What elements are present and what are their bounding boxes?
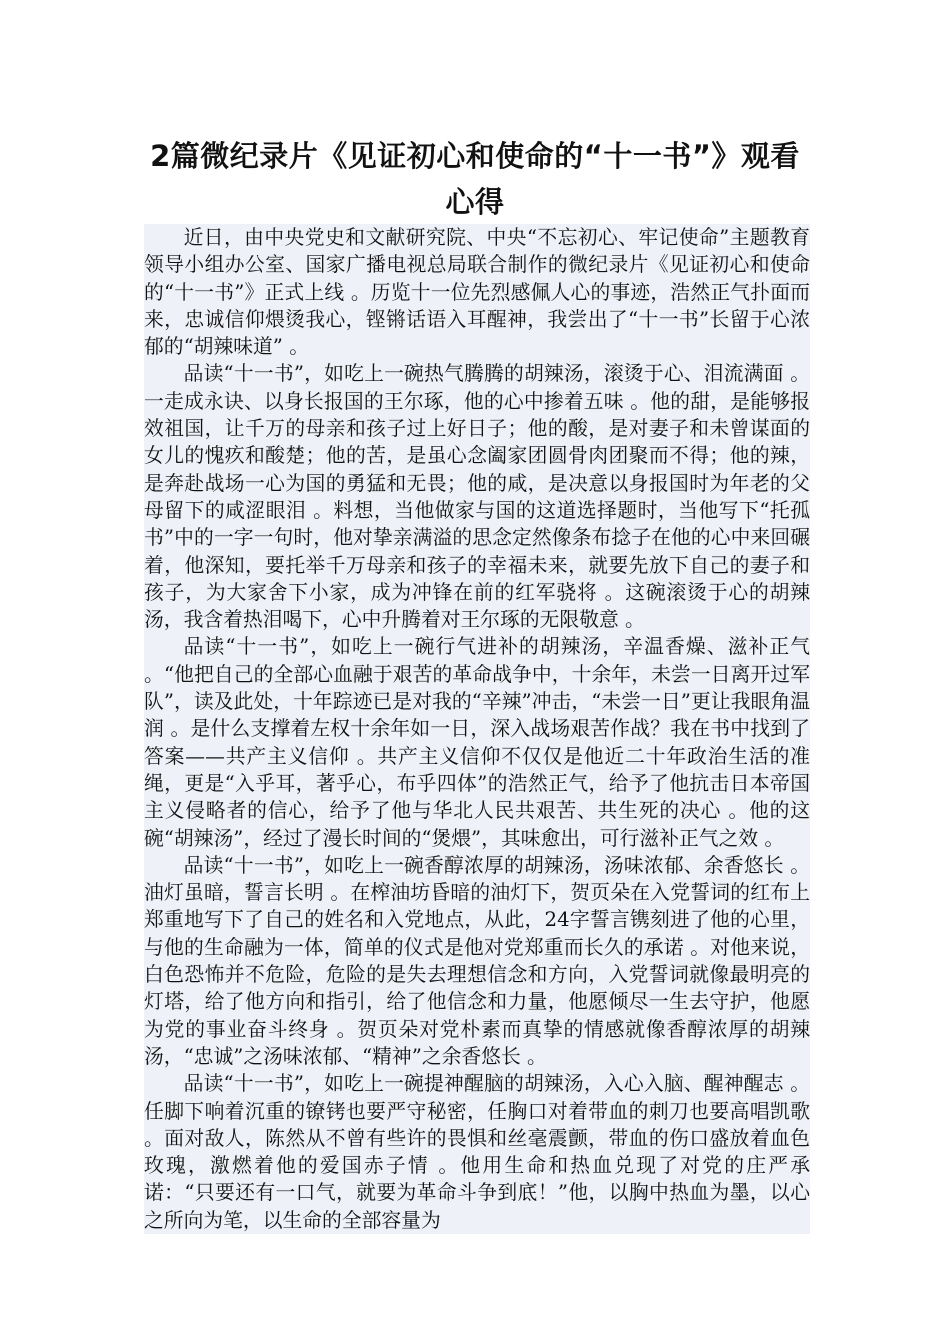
paragraph-he-yeduo: 品读“十一书”，如吃上一碗香醇浓厚的胡辣汤，汤味浓郁、余香悠长 。油灯虽暗，誓言长明 。在榨油坊昏暗的油灯下，贺页朵在入党誓词的红布上郑重地写下了自己的姓名和入党地点，从此，24字誓言镌刻进了他的心里，与他的生命融为一体，简单的仪式是他对党郑重而长久的承诺 。对他来说，白色恐怖并不危险，危险的是失去理想信念和方向，入党誓词就像最明亮的灯塔，给了他方向和指引，给了他信念和力量，他愿倾尽一生去守护，他愿为党的事业奋斗终身 。贺页朵对党朴素而真挚的情感就像香醇浓厚的胡辣汤，“忠诚”之汤味浓郁、“精神”之余香悠长 。 bbox=[144, 852, 810, 1070]
paragraph-intro: 近日，由中央党史和文献研究院、中央“不忘初心、牢记使命”主题教育领导小组办公室、国家广播电视总局联合制作的微纪录片《见证初心和使命的“十一书”》正式上线 。历览十一位先烈感佩人心的事迹，浩然正气扑面而来，忠诚信仰煨烫我心，铿锵话语入耳醒神，我尝出了“十一书”长留于心浓郁的“胡辣味道” 。 bbox=[144, 224, 810, 360]
paragraph-wang-erzhuo: 品读“十一书”，如吃上一碗热气腾腾的胡辣汤，滚烫于心、泪流满面 。一走成永诀、以身长报国的王尔琢，他的心中掺着五味 。他的甜，是能够报效祖国，让千万的母亲和孩子过上好日子；他的酸，是对妻子和未曾谋面的女儿的愧疚和酸楚；他的苦，是虽心念阖家团圆骨肉团聚而不得；他的辣，是奔赴战场一心为国的勇猛和无畏；他的咸，是决意以身报国时为年老的父母留下的咸涩眼泪 。料想，当他做家与国的这道选择题时，当他写下“托孤书”中的一字一句时，他对挚亲满溢的思念定然像条布捻子在他的心中来回碾着，他深知，要托举千万母亲和孩子的幸福未来，就要先放下自己的妻子和孩子，为大家舍下小家，成为冲锋在前的红军骁将 。这碗滚烫于心的胡辣汤，我含着热泪喝下，心中升腾着对王尔琢的无限敬意 。 bbox=[144, 360, 810, 633]
paragraph-zuo-quan: 品读“十一书”，如吃上一碗行气进补的胡辣汤，辛温香燥、滋补正气 。“他把自己的全部心血融于艰苦的革命战争中，十余年，未尝一日离开过军队”，读及此处，十年踪迹已是对我的“辛辣”冲击，“未尝一日”更让我眼角温润 。是什么支撑着左权十余年如一日，深入战场艰苦作战？我在书中找到了答案——共产主义信仰 。共产主义信仰不仅仅是他近二十年政治生活的准绳，更是“入乎耳，著乎心，布乎四体”的浩然正气，给予了他抗击日本帝国主义侵略者的信心，给予了他与华北人民共艰苦、共生死的决心 。他的这碗“胡辣汤”，经过了漫长时间的“煲煨”，其味愈出，可行滋补正气之效 。 bbox=[144, 633, 810, 851]
paragraph-chen-ran: 品读“十一书”，如吃上一碗提神醒脑的胡辣汤，入心入脑、醒神醒志 。任脚下响着沉重的镣铐也要严守秘密，任胸口对着带血的刺刀也要高唱凯歌 。面对敌人，陈然从不曾有些许的畏惧和丝毫震颤，带血的伤口盛放着血色玫瑰，激燃着他的爱国赤子情 。他用生命和热血兑现了对党的庄严承诺：“只要还有一口气，就要为革命斗争到底！”他，以胸中热血为墨，以心之所向为笔，以生命的全部容量为 bbox=[144, 1070, 810, 1234]
document-title: 2篇微纪录片《见证初心和使命的“十一书”》观看心得 bbox=[150, 139, 800, 219]
document-body bbox=[144, 224, 810, 1234]
